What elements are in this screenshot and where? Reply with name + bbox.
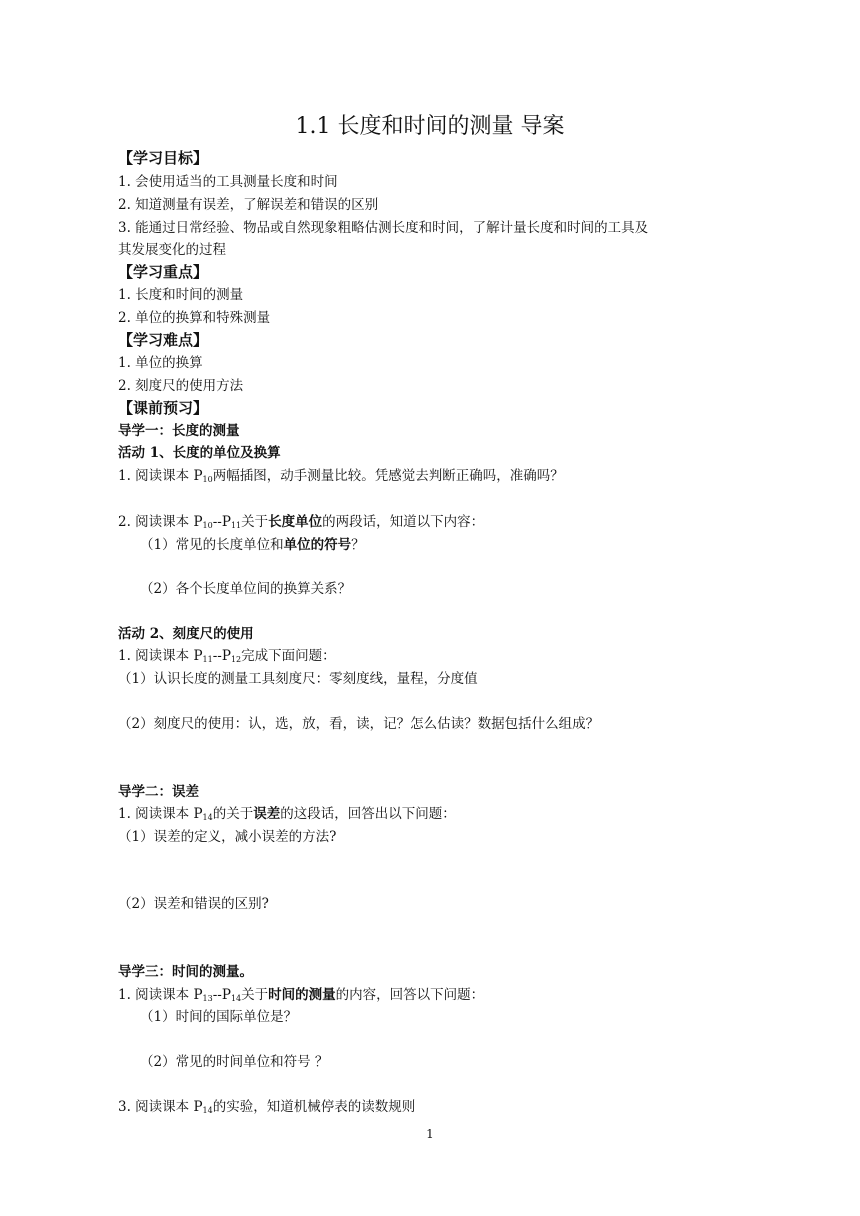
activity-2-question-1a: （1）认识长度的测量工具刻度尺：零刻度线，量程，分度值	[118, 671, 478, 687]
time-question-3: 3. 阅读课本 $P_{14}$的实验，知道机械停表的读数规则	[118, 1099, 416, 1115]
activity-1-question-2a: （1）常见的长度单位和单位的符号？	[140, 537, 365, 553]
section-difficulties: 【学习难点】	[118, 331, 209, 349]
page-title: 1.1 长度和时间的测量 导案	[295, 114, 565, 139]
objective-3-line-2: 其发展变化的过程	[118, 242, 226, 258]
objective-3-line-1: 3. 能通过日常经验、物品或自然现象粗略估测长度和时间，了解计量长度和时间的工具及	[118, 220, 649, 236]
key-point-1: 1. 长度和时间的测量	[118, 287, 244, 303]
objective-2: 2. 知道测量有误差，了解误差和错误的区别	[118, 197, 379, 213]
section-preview: 【课前预习】	[118, 399, 209, 417]
activity-1-question-1: 1. 阅读课本 $P_{10}$两幅插图，动手测量比较。凭感觉去判断正确吗，准确吗？	[118, 468, 564, 484]
activity-1-question-2: 2. 阅读课本 $P_{10}--P_{11}$关于长度单位的两段话，知道以下内容：	[118, 514, 485, 530]
difficulty-2: 2. 刻度尺的使用方法	[118, 378, 244, 394]
section-objectives: 【学习目标】	[118, 149, 209, 167]
objective-1: 1. 会使用适当的工具测量长度和时间	[118, 174, 338, 190]
key-point-2: 2. 单位的换算和特殊测量	[118, 310, 271, 326]
time-question-1a: （1）时间的国际单位是？	[140, 1009, 298, 1025]
part-1-heading: 导学一：长度的测量	[118, 423, 240, 439]
activity-2-question-1: 1. 阅读课本 $P_{11}--P_{12}$完成下面问题：	[118, 648, 336, 664]
page-number: 1	[426, 1127, 434, 1141]
error-question-1a: （1）误差的定义，减小误差的方法?	[118, 829, 337, 845]
section-key-points: 【学习重点】	[118, 263, 209, 281]
time-question-1: 1. 阅读课本 $P_{13}--P_{14}$关于时间的测量的内容，回答以下问题：	[118, 987, 485, 1003]
difficulty-1: 1. 单位的换算	[118, 355, 203, 371]
activity-2-heading: 活动 2、刻度尺的使用	[118, 626, 254, 642]
error-question-1: 1. 阅读课本 $P_{14}$的关于误差的这段话，回答出以下问题：	[118, 806, 456, 822]
part-3-heading: 导学三：时间的测量。	[118, 964, 253, 980]
activity-2-question-1b: （2）刻度尺的使用：认，选，放，看，读，记？怎么估读？数据包括什么组成？	[118, 716, 600, 732]
time-question-1b: （2）常见的时间单位和符号 ？	[140, 1054, 329, 1070]
activity-1-question-2b: （2）各个长度单位间的换算关系？	[140, 581, 352, 597]
error-question-1b: （2）误差和错误的区别?	[118, 896, 269, 912]
part-2-heading: 导学二：误差	[118, 784, 199, 800]
activity-1-heading: 活动 1、长度的单位及换算	[118, 445, 281, 461]
